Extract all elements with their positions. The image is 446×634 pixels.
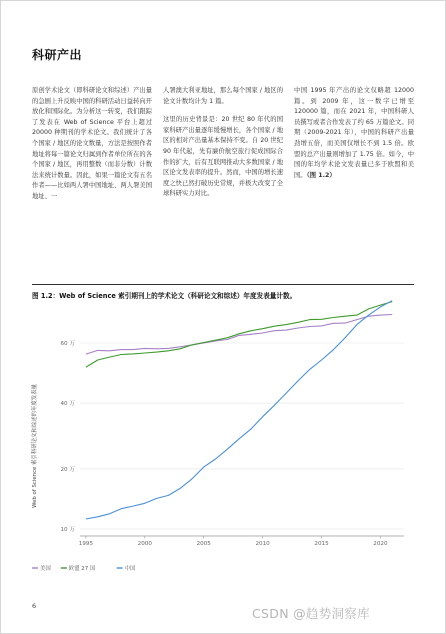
figure-title: 图 1.2：Web of Science 索引期刊上的学术论文（科研论文和综述）年度发表量计数。 [32, 292, 297, 300]
y-tick-label: 20 万 [60, 466, 75, 473]
x-tick-label: 2010 [255, 541, 270, 547]
legend-label-1: 欧盟 27 国 [68, 566, 96, 572]
x-tick-label: 2000 [137, 541, 152, 547]
x-tick-label: 2005 [196, 541, 211, 547]
column2-paragraph-1: 人署澳大利亚地址，那么每个国家 / 地区的论文计数均计为 1 篇。 [163, 87, 283, 105]
series-line-1 [86, 302, 392, 368]
legend-label-2: 中国 [124, 566, 136, 572]
y-tick-label: 60 万 [60, 341, 75, 347]
x-tick-label: 2020 [373, 541, 388, 547]
x-tick-label: 1995 [78, 541, 94, 547]
page-number: 6 [32, 602, 37, 610]
x-tick-label: 2015 [314, 541, 329, 547]
y-tick-label: 40 万 [60, 401, 75, 408]
column3-text: 中国 1995 年产出的论文仅略超 12000 篇。到 2009 年，这一数字已增至 120000 篇，而在 2021 年，中国科研人员撰写或者合作发表了约 65 万篇论文。同期（2009-2021 年），中国的科研产出量劲增五倍，而美国仅增长不到 1.5 倍。欧盟的总产出量则增加了 1.75 倍。如今，中国的年均学术论文发表量已多于欧盟和美国。 [294, 87, 414, 179]
section-title: 科研产出 [32, 48, 83, 62]
y-tick-label: 10 万 [60, 527, 75, 533]
column1-paragraph: 原创学术论文（即科研论文和综述）产出量的急剧上升反映中国的科研活动日益转向开放化和国际化。为分析这一转变，我们跟踪了发表在 Web of Science 平台上超过 20000 种期刊的学术论文。我们统计了各个国家 / 地区的论文数量，方法是按照作者地址将每一篇论文归属到作者单位所在的各个国家 / 地区，再用整数（而非分数）计数法来统计数量。因此，如果一篇论文有五名作者——比如两人署中国地址、两人署美国地址、一 [32, 87, 152, 200]
legend-label-0: 美国 [40, 566, 51, 572]
column2-paragraph-2: 这里的历史背景是：20 世纪 80 年代的国家科研产出量逐年缓慢增长，各个国家 / 地区的相对产出量基本保持不变。自 20 世纪 90 年代起，先有廉价航空旅行促成国际合作的扩大，后有互联网推动大多数国家 / 地区论文发表率的提升。然而，中国的增长速度之快已然打破历史常规，并极大改变了全球科研实力对比。 [163, 116, 283, 198]
y-axis-label: Web of Science 索引科研论文和综述的年度发表量 [32, 384, 38, 508]
watermark: CSDN @趋势洞察库 [252, 606, 370, 621]
figure-reference: （图 1.2） [306, 171, 336, 179]
